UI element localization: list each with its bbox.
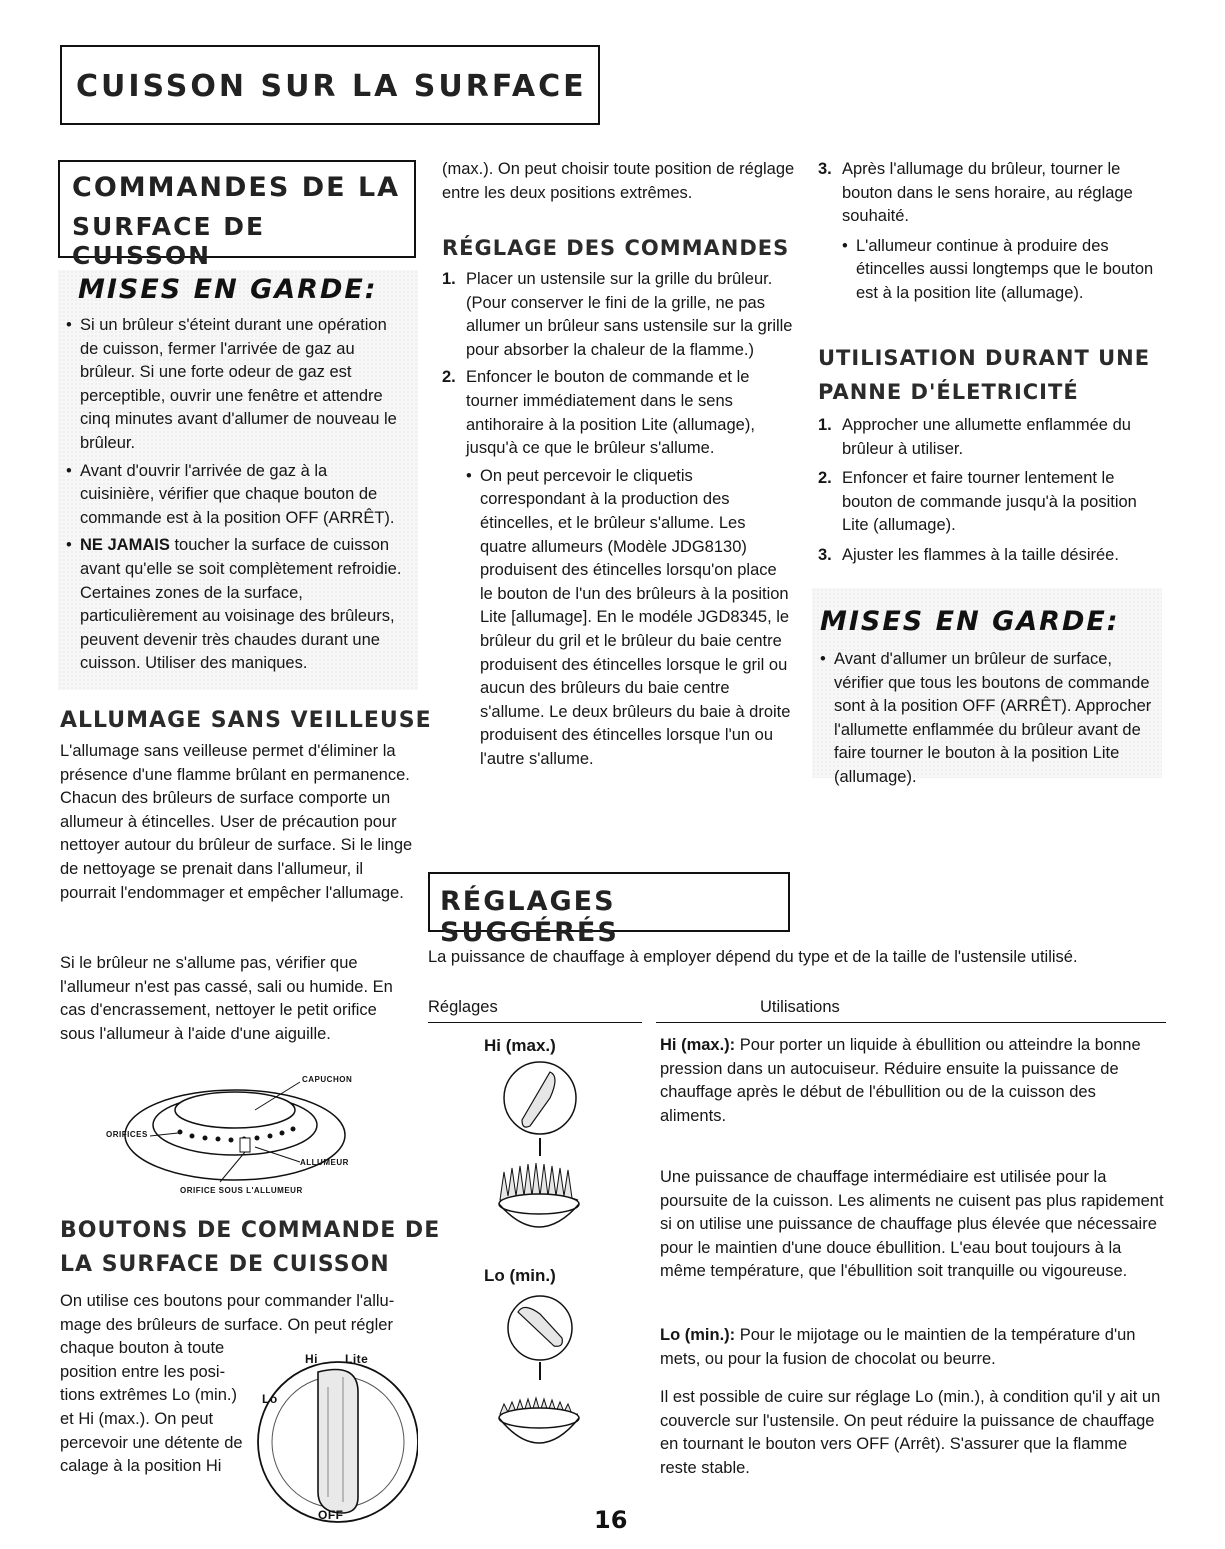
section-box-commandes [58,160,416,270]
warning-list-1 [66,314,404,676]
warning-item: • Si un brûleur s'éteint durant une opération de cuisson, fermer l'arrivée de gaz au brûleur. Si une forte odeur de gaz est perceptible, ouvrir une fenêtre et attendre cinq minutes avant d'allumer de nouveau le brûleur. [66,316,397,452]
col2-rule [656,1022,1166,1023]
label-orifice-sous: ORIFICE SOUS L'ALLUMEUR [180,1186,303,1195]
suggested-intro: La puissance de chauffage à employer dépend du type et de la taille de l'ustensile utilisé. [428,948,1078,966]
warning-item: • Avant d'ouvrir l'arrivée de gaz à la cuisinière, vérifier que chaque bouton de commande est à la position OFF (ARRÊT). [66,461,395,527]
warning-box-2 [812,588,1162,786]
cont-line-1: (max.). On peut choisir toute position de réglage [442,160,795,178]
panne-steps [818,414,1164,568]
label-capuchon: CAPUCHON [302,1075,353,1084]
sub-bullet: • L'allumeur continue à produire des étincelles aussi longtemps que le bouton est à la position lite (allumage). [842,236,1154,302]
knob-label-lo: Lo [262,1392,278,1406]
label-orifices: ORIFICES [106,1130,148,1139]
knob-label-lite: Lite [345,1352,369,1366]
boutons-paragraph: On utilise ces boutons pour commander l'allu- mage des brûleurs de surface. On peut régler chaque bouton à toute position entre les posi- tions extrêmes Lo (min.) et Hi (max.). On peut percevoir une détente de calage à la position Hi [60,1292,395,1476]
col-header-utilisations: Utilisations [760,998,840,1016]
step-item: 3. Ajuster les flammes à la taille désirée. [818,545,1119,564]
page-number: 16 [594,1506,628,1534]
boutons-heading-line2: LA SURFACE DE CUISSON [60,1252,390,1277]
lo-knob-icon [500,1292,580,1382]
allumage-heading: ALLUMAGE SANS VEILLEUSE [60,708,432,733]
section-title-line2: SURFACE DE CUISSON [72,212,266,270]
cont-line-2: entre les deux positions extrêmes. [442,184,693,202]
suggested-box [428,872,790,948]
lo-label: Lo (min.) [484,1266,556,1285]
warning-title-2: MISES EN GARDE: [820,606,1120,637]
section-title-line1: COMMANDES DE LA [72,172,401,203]
step3-block [818,158,1164,306]
reglage-steps [442,268,794,771]
step-item: 2. Enfoncer le bouton de commande et le tourner immédiatement dans le sens antihoraire à la position Lite (allumage), jusqu'à ce que le brûleur s'allume. [442,368,755,458]
step-item: 1. Placer un ustensile sur la grille du brûleur. (Pour conserver le fini de la grille, ne pas allumer un brûleur sans ustensile sur la grille pour absorber la chaleur de la flamme.) [442,270,793,359]
warning-title-1: MISES EN GARDE: [78,274,378,305]
control-knob-diagram [248,1332,418,1532]
burner-diagram [90,1050,390,1200]
knob-label-off: OFF [318,1508,344,1522]
allumage-paragraph-1: L'allumage sans veilleuse permet d'éliminer la présence d'une flamme brûlant en permanence. Chacun des brûleurs de surface comporte un allumeur à étincelles. User de précaution pour nettoyer autour du brûleur de surface. Si le linge de nettoyage se prenait dans l'allumeur, il pourrait l'endommager et empêcher l'allumage. [60,742,413,902]
burner-flame-low-icon [494,1384,584,1464]
hi-label: Hi (max.) [484,1036,556,1055]
sub-bullet: • On peut percevoir le cliquetis correspondant à la production des étincelles, et le brûleur s'allume. Les quatre allumeurs (Modèle JDG8130) produisent des étincelles lorsqu'on place le bouton de l'un des brûleurs à la position Lite [allumage]. En le modéle JGD8345, le brûleur du gril et le brûleur du baie centre produisent des étincelles lorsque le gril ou aucun des brûleurs du baie centre s'allume. Le deux brûleurs du baie à droite produisent des étincelles lorsque l'un ou l'autre s'allume. [466,466,791,768]
col1-rule [428,1022,642,1023]
label-allumeur: ALLUMEUR [300,1158,349,1167]
suggested-title: RÉGLAGES SUGGÉRÉS [440,886,619,948]
warning-box-1 [58,270,418,690]
step-item: 2. Enfoncer et faire tourner lentement le bouton de commande jusqu'à la position Lite (allumage). [818,469,1137,535]
panne-heading-line2: PANNE D'ÉLETRICITÉ [818,380,1079,404]
burner-flame-icon [494,1160,584,1240]
last-description: Il est possible de cuire sur réglage Lo (min.), à condition qu'il y ait un couvercle sur l'ustensile. On peut réduire la puissance de chauffage en tournant le bouton vers OFF (Arrêt). S'assurer que la flamme reste stable. [660,1388,1161,1477]
panne-heading-line1: UTILISATION DURANT UNE [818,346,1151,370]
page-title-box [60,45,600,125]
hi-knob-icon [500,1058,580,1158]
allumage-paragraph-2: Si le brûleur ne s'allume pas, vérifier que l'allumeur n'est pas cassé, sali ou humide. En cas d'encrassement, nettoyer le petit orifice sous l'allumeur à l'aide d'une aiguille. [60,954,393,1043]
lo-description: Lo (min.): Pour le mijotage ou le maintien de la température d'un mets, ou pour la fusion de chocolat ou beurre. [660,1326,1136,1368]
page-title: CUISSON SUR LA SURFACE [76,69,587,104]
col-header-reglages: Réglages [428,998,498,1016]
reglage-heading: RÉGLAGE DES COMMANDES [442,236,790,260]
hi-description: Hi (max.): Pour porter un liquide à ébullition ou atteindre la bonne pression dans un autocuiseur. Réduire ensuite la puissance de chauffage après le début de l'ébullition ou de la cuisson des aliments. [660,1036,1141,1125]
warning-item: • Avant d'allumer un brûleur de surface, vérifier que tous les boutons de commande sont à la position OFF (ARRÊT). Approcher l'allumette enflammée du brûleur avant de faire tourner le bouton à la position Lite (allumage). [820,650,1152,786]
step-item: 3. Après l'allumage du brûleur, tourner le bouton dans le sens horaire, au réglage souhaité. [818,160,1133,226]
step-item: 1. Approcher une allumette enflammée du brûleur à utiliser. [818,416,1131,458]
mid-description: Une puissance de chauffage intermédiaire est utilisée pour la poursuite de la cuisson. Les aliments ne cuisent pas plus rapidement si on utilise une puissance de chauffage plus élevée que nécessaire pour le maintien d'une douce ébullition. L'eau bout toujours à la même température, que l'ébullition soit tranquille ou vigoureuse. [660,1168,1164,1281]
warning-item: • NE JAMAIS toucher la surface de cuisson avant qu'elle se soit complètement refroidie. Certaines zones de la surface, particulièrement au voisinage des brûleurs, peuvent devenir très chaudes durant une cuisson. Utiliser des maniques. [66,536,402,673]
knob-label-hi: Hi [305,1352,318,1366]
boutons-heading-line1: BOUTONS DE COMMANDE DE [60,1218,441,1243]
